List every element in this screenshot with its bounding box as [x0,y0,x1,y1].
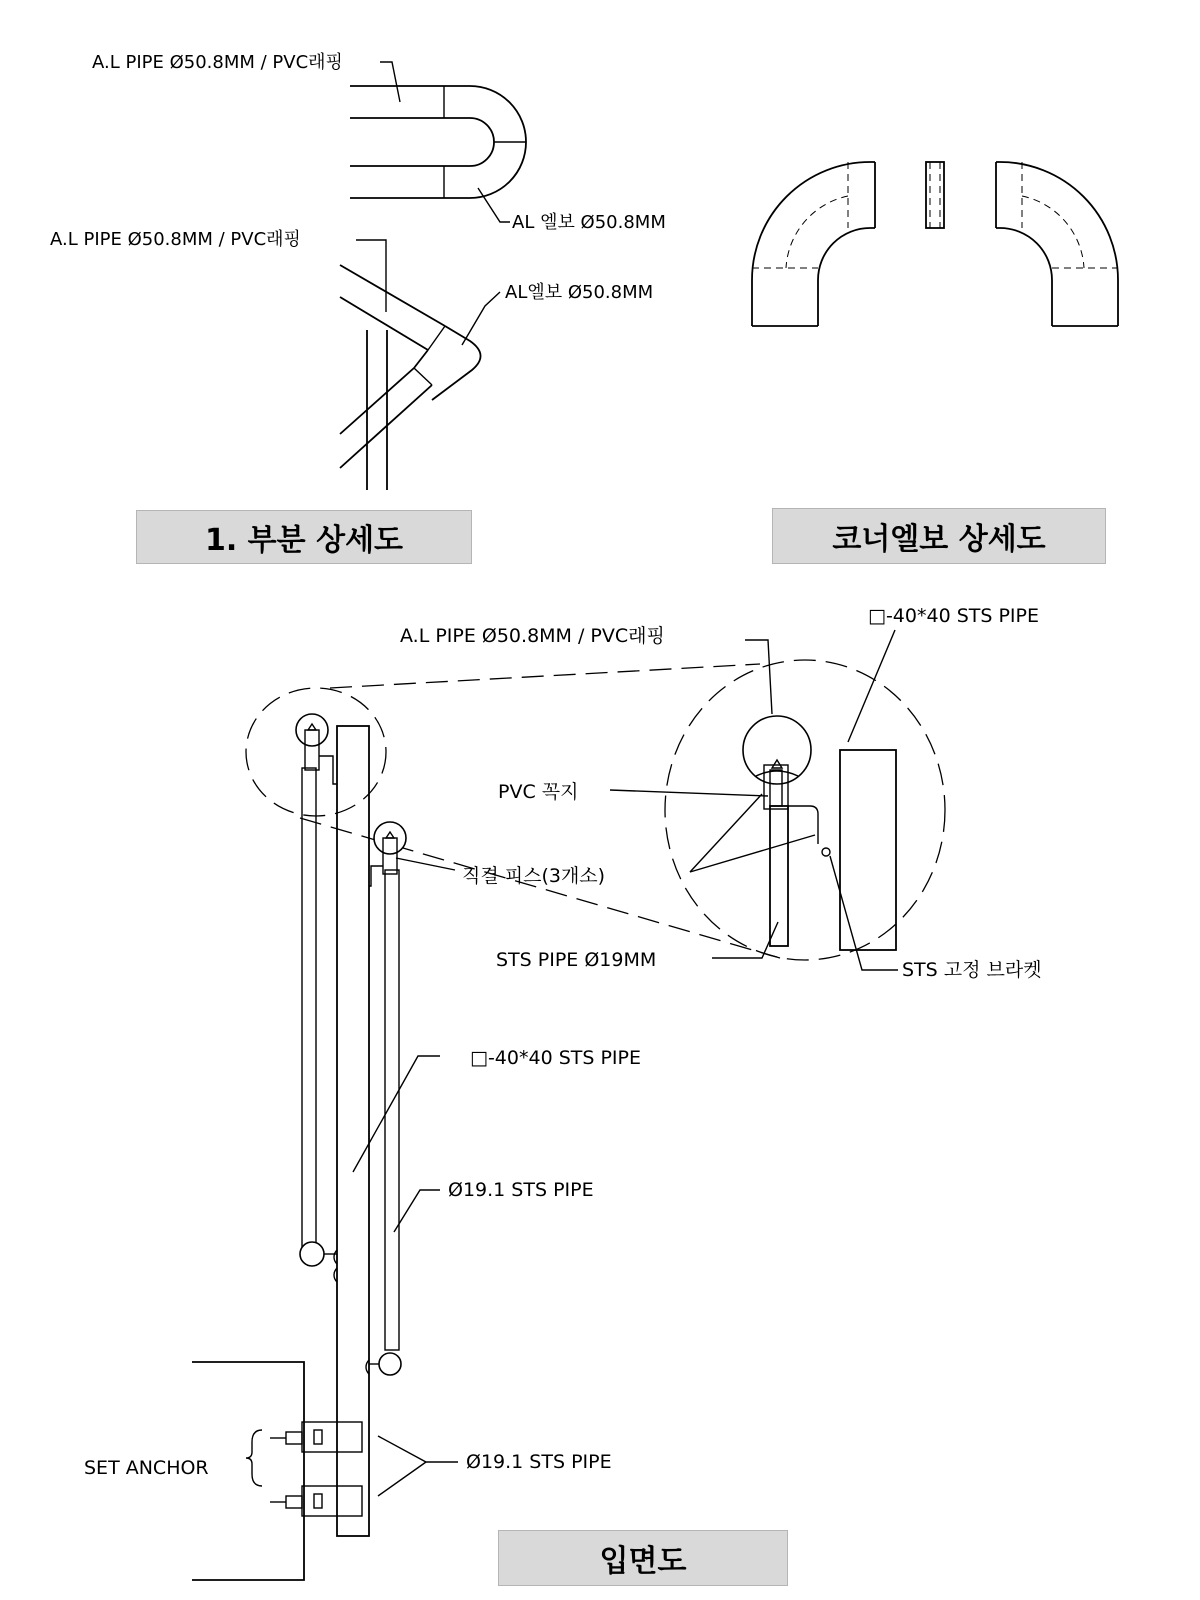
corner-elbow-coupling [926,162,944,228]
upper-handrail-assembly [296,714,337,1282]
leader-sq-pipe-top [848,630,895,742]
callout-circle-large [665,660,945,960]
leader-al-pipe-top [380,62,400,102]
leader-sts-pipe-191-b-lower [378,1462,426,1496]
leader-screw-left [396,858,455,870]
leader-sts-pipe-191-a [394,1190,440,1232]
label-al-pipe-top: A.L PIPE Ø50.8MM / PVC래핑 [92,52,343,73]
corner-elbow-right [996,162,1118,326]
title-corner-elbow-detail: 코너엘보 상세도 [772,508,1106,564]
callout-link-lower [300,818,780,958]
leader-pvc-cap [610,790,768,796]
leader-sq-pipe-mid [353,1056,440,1172]
label-sts-pipe-19: STS PIPE Ø19MM [496,949,657,971]
leader-elev-al-pipe [745,640,772,714]
callout-link-upper [330,664,760,688]
brace-set-anchor [246,1430,262,1486]
label-sts-pipe-191-b: Ø19.1 STS PIPE [466,1451,612,1473]
title-partial-detail: 1. 부분 상세도 [136,510,472,564]
lower-handrail-assembly [366,822,406,1375]
label-pvc-cap: PVC 꼭지 [498,781,579,803]
leader-screw-right-b [690,835,815,872]
leader-sts-pipe-191-b-upper [378,1436,458,1462]
leader-sts-pipe-19 [712,922,778,958]
anchor-bolts [270,1422,362,1516]
label-al-pipe-mid: A.L PIPE Ø50.8MM / PVC래핑 [50,229,301,250]
label-set-anchor: SET ANCHOR [84,1457,209,1479]
u-bend-handrail-detail [350,86,526,198]
leader-al-elbow-2 [462,292,500,345]
main-post [337,726,369,1536]
label-sq-pipe-top: □-40*40 STS PIPE [868,605,1039,627]
label-sts-pipe-191-a: Ø19.1 STS PIPE [448,1179,594,1201]
corner-elbow-left [752,162,875,326]
label-sq-pipe-mid: □-40*40 STS PIPE [470,1047,641,1069]
leader-screw-right-a [690,794,762,872]
base-wall-section [192,1362,304,1580]
angled-handrail-detail [340,265,481,490]
label-al-elbow-1: AL 엘보 Ø50.8MM [512,212,666,233]
label-al-elbow-2: AL엘보 Ø50.8MM [505,282,654,303]
enlarged-handrail-detail [743,716,896,950]
title-elevation: 입면도 [498,1530,788,1586]
label-sts-bracket: STS 고정 브라켓 [902,959,1042,981]
label-screw: 직결 피스(3개소) [462,865,606,887]
label-elev-al-pipe: A.L PIPE Ø50.8MM / PVC래핑 [400,625,665,647]
